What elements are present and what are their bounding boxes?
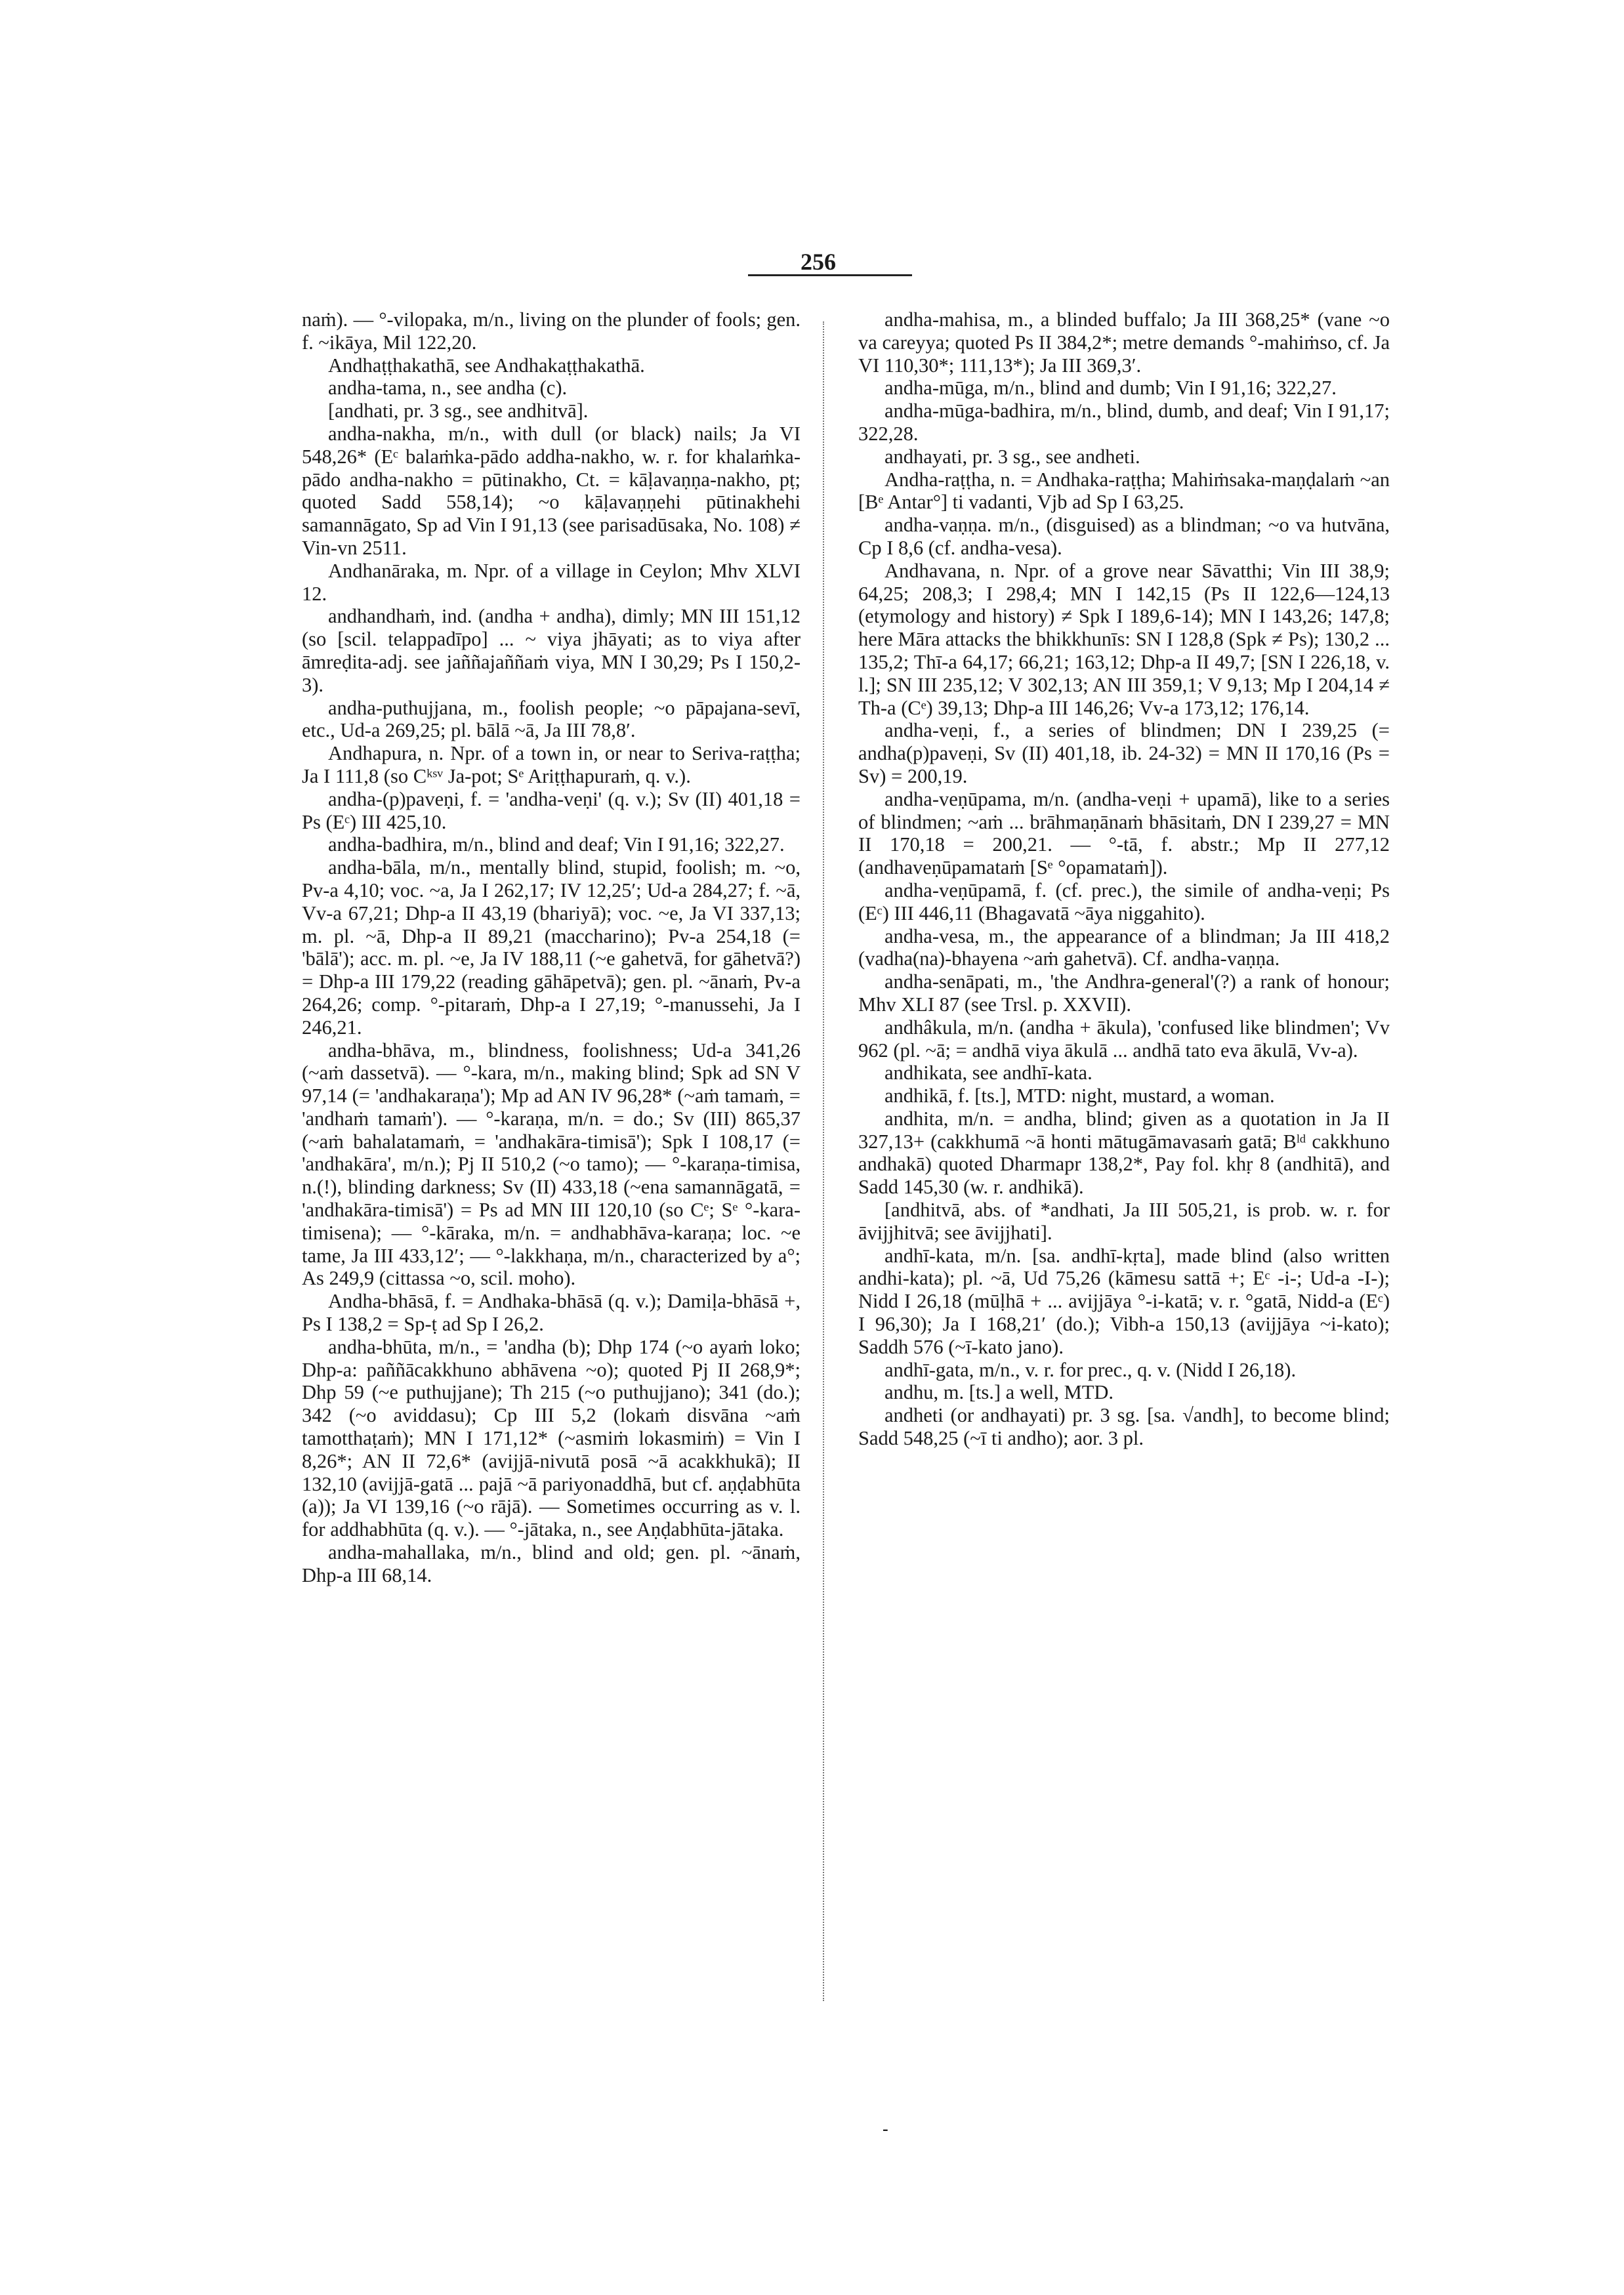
left-column [302, 308, 801, 1587]
dictionary-entry: andha-(p)paveṇi, f. = 'andha-veṇi' (q. v.); Sv (II) 401,18 = Ps (Eᶜ) III 425,10. [302, 787, 801, 833]
dictionary-entry: andha-tama, n., see andha (c). [328, 377, 568, 400]
dictionary-entry: andha-veṇūpamā, f. (cf. prec.), the simile of andha-veṇi; Ps (Eᶜ) III 446,11 (Bhagavatā ~āya niggahito). [858, 879, 1390, 924]
dictionary-entry: andha-badhira, m/n., blind and deaf; Vin I 91,16; 322,27. [328, 833, 785, 856]
dictionary-entry: andha-veṇūpama, m/n. (andha-veṇi + upamā), like to a series of blindmen; ~aṁ ... brāhmaṇānaṁ bhāsitaṁ, DN I 239,27 = MN II 170,18 = 200,21. — °-tā, f. abstr.; Mp II 277,12 (andhaveṇūpamataṁ [Sᵉ °opamataṁ]). [858, 787, 1390, 879]
dictionary-entry: andha-bhāva, m., blindness, foolishness; Ud-a 341,26 (~aṁ dassetvā). — °-kara, m/n., making blind; Spk ad SN V 97,14 (= 'andhakaraṇa'); Mp ad AN IV 96,28* (~aṁ tamaṁ, = 'andhaṁ tamaṁ'). — °-karaṇa, m/n. = do.; Sv (III) 865,37 (~aṁ bahalatamaṁ, = 'andhakāra-timisā'); Spk I 108,17 (= 'andhakāra', m/n.); Pj II 510,2 (~o tamo); — °-karaṇa-timisa, n.(!), blinding darkness; Sv (II) 433,18 (~ena samannāgatā, = 'andhakāra-timisā') = Ps ad MN III 120,10 (so Cᵉ; Sᵉ °-kara-timisena); — °-kāraka, m/n. = andhabhāva-karaṇa; loc. ~e tame, Ja III 433,12′; — °-lakkhaṇa, m/n., characterized by a°; As 249,9 (cittassa ~o, scil. moho). [302, 1039, 801, 1290]
dictionary-entry: andhī-gata, m/n., v. r. for prec., q. v. (Nidd I 26,18). [885, 1358, 1297, 1381]
dictionary-entry: andha-vaṇṇa. m/n., (disguised) as a blindman; ~o va hutvāna, Cp I 8,6 (cf. andha-vesa). [858, 514, 1390, 559]
dictionary-entry: andhī-kata, m/n. [sa. andhī-kṛta], made blind (also written andhi-kata); pl. ~ā, Ud 75,26 (kāmesu sattā +; Eᶜ -i-; Ud-a -I-); Nidd I 26,18 (mūḷhā + ... avijjāya °-i-katā; v. r. °gatā, Nidd-a (Eᶜ) I 96,30); Ja I 168,21′ (do.); Vibh-a 150,13 (avijjāya ~i-kato); Saddh 576 (~ī-kato jano). [858, 1244, 1390, 1358]
dictionary-entry: andhita, m/n. = andha, blind; given as a quotation in Ja II 327,13+ (cakkhumā ~ā honti mātugāmavasaṁ gatā; Bˡᵈ cakkhuno andhakā) quoted Dharmapr 138,2*, Pay fol. khṛ 8 (andhitā), and Sadd 145,30 (w. r. andhikā). [858, 1107, 1390, 1199]
dictionary-entry: [andhati, pr. 3 sg., see andhitvā]. [328, 400, 589, 423]
dictionary-entry: andhayati, pr. 3 sg., see andheti. [885, 445, 1140, 468]
dictionary-entry: andhikata, see andhī-kata. [885, 1062, 1093, 1085]
dictionary-entry: Andha-bhāsā, f. = Andhaka-bhāsā (q. v.); Damiḷa-bhāsā +, Ps I 138,2 = Sp-ṭ ad Sp I 26,2. [302, 1290, 801, 1336]
dictionary-entry: Andhapura, n. Npr. of a town in, or near to Seriva-raṭṭha; Ja I 111,8 (so Cᵏˢᵛ Ja-pot; Sᵉ Ariṭṭhapuraṁ, q. v.). [302, 742, 801, 787]
dictionary-entry: Andhaṭṭhakathā, see Andhakaṭṭhakathā. [328, 354, 645, 377]
header-rule [748, 274, 912, 276]
dictionary-entry: andha-bāla, m/n., mentally blind, stupid, foolish; m. ~o, Pv-a 4,10; voc. ~a, Ja I 262,17; IV 12,25′; Ud-a 284,27; f. ~ā, Vv-a 67,21; Dhp-a II 43,19 (bhariyā); voc. ~e, Ja VI 337,13; m. pl. ~ā, Dhp-a II 89,21 (maccharino); Pv-a 254,18 (= 'bālā'); acc. m. pl. ~e, Ja IV 188,11 (~e gahetvā, for gāhetvā?) = Dhp-a III 179,22 (reading gāhāpetvā); gen. pl. ~ānaṁ, Pv-a 264,26; comp. °-pitaraṁ, Dhp-a I 27,19; °-manussehi, Ja I 246,21. [302, 856, 801, 1039]
column-divider [823, 321, 824, 2001]
dictionary-entry: andhu, m. [ts.] a well, MTD. [885, 1381, 1114, 1404]
right-column [858, 308, 1390, 1450]
page-number: 256 [801, 249, 836, 275]
dictionary-entry: andha-nakha, m/n., with dull (or black) nails; Ja VI 548,26* (Eᶜ balaṁka-pādo addha-nakho, w. r. for khalaṁka-pādo andha-nakho = pūtinakho, Ct. = kāḷavaṇṇa-nakho, pṭ; quoted Sadd 558,14); ~o kāḷavaṇṇehi pūtinakhehi samannāgato, Sp ad Vin I 91,13 (see parisadūsaka, No. 108) ≠ Vin-vn 2511. [302, 422, 801, 559]
dictionary-entry: andha-mūga, m/n., blind and dumb; Vin I 91,16; 322,27. [885, 377, 1337, 400]
dictionary-entry: andhâkula, m/n. (andha + ākula), 'confused like blindmen'; Vv 962 (pl. ~ā; = andhā viya ākulā ... andhā tato eva ākulā, Vv-a). [858, 1016, 1390, 1062]
dictionary-entry: andhandhaṁ, ind. (andha + andha), dimly; MN III 151,12 (so [scil. telappadīpo] ... ~ viya jhāyati; as to viya after āmreḍita-adj. see jaññajaññaṁ viya, MN I 30,29; Ps I 150,2-3). [302, 605, 801, 696]
dictionary-entry: andha-mahisa, m., a blinded buffalo; Ja III 368,25* (vane ~o va careyya; quoted Ps II 384,2*; metre demands °-mahiṁso, cf. Ja VI 110,30*; 111,13*); Ja III 369,3′. [858, 308, 1390, 377]
dictionary-entry: andha-senāpati, m., 'the Andhra-general'(?) a rank of honour; Mhv XLI 87 (see Trsl. p. XXVII). [858, 970, 1390, 1016]
dictionary-entry: andha-bhūta, m/n., = 'andha (b); Dhp 174 (~o ayaṁ loko; Dhp-a: paññācakkhuno abhāvena ~o); quoted Pj II 268,9*; Dhp 59 (~e puthujjane); Th 215 (~o puthujjano); 341 (do.); 342 (~o aviddasu); Cp III 5,2 (lokaṁ disvāna ~aṁ tamotthaṭaṁ); MN I 171,12* (~asmiṁ lokasmiṁ) = Vin I 8,26*; AN II 72,6* (avijjā-nivutā posā ~ā acakkhukā); II 132,10 (avijjā-gatā ... pajā ~ā pariyonaddhā, but cf. aṇḍabhūta (a)); Ja VI 139,16 (~o rājā). — Sometimes occurring as v. l. for addhabhūta (q. v.). — °-jātaka, n., see Aṇḍabhūta-jātaka. [302, 1335, 801, 1541]
dictionary-entry: [andhitvā, abs. of *andhati, Ja III 505,21, is prob. w. r. for āvijjhitvā; see āvijjhati]. [858, 1199, 1390, 1244]
dictionary-entry: andheti (or andhayati) pr. 3 sg. [sa. √andh], to become blind; Sadd 548,25 (~ī ti andho); aor. 3 pl. [858, 1404, 1390, 1450]
dictionary-entry: andha-mūga-badhira, m/n., blind, dumb, and deaf; Vin I 91,17; 322,28. [858, 400, 1390, 445]
dictionary-entry: andha-veṇi, f., a series of blindmen; DN I 239,25 (= andha(p)paveṇi, Sv (II) 401,18, ib. 24-32) = MN II 170,16 (Ps = Sv) = 200,19. [858, 719, 1390, 787]
bottom-mark: - [883, 2119, 888, 2138]
dictionary-entry: naṁ). — °-vilopaka, m/n., living on the plunder of fools; gen. f. ~ikāya, Mil 122,20. [302, 308, 801, 354]
dictionary-entry: andha-mahallaka, m/n., blind and old; gen. pl. ~ānaṁ, Dhp-a III 68,14. [302, 1541, 801, 1586]
dictionary-entry: Andhanāraka, m. Npr. of a village in Ceylon; Mhv XLVI 12. [302, 559, 801, 605]
dictionary-entry: andha-vesa, m., the appearance of a blindman; Ja III 418,2 (vadha(na)-bhayena ~aṁ gahetvā). Cf. andha-vaṇṇa. [858, 924, 1390, 970]
dictionary-entry: Andhavana, n. Npr. of a grove near Sāvatthi; Vin III 38,9; 64,25; 208,3; I 298,4; MN I 142,15 (Ps II 122,6—124,13 (etymology and history) ≠ Spk I 189,6-14); MN I 143,26; 147,8; here Māra attacks the bhikkhunīs: SN I 128,8 (Spk ≠ Ps); 130,2 ... 135,2; Thī-a 64,17; 66,21; 163,12; Dhp-a II 49,7; [SN I 226,18, v. l.]; SN III 235,12; V 302,13; AN III 359,1; V 9,13; Mp I 204,14 ≠ Th-a (Cᵉ) 39,13; Dhp-a III 146,26; Vv-a 173,12; 176,14. [858, 559, 1390, 719]
dictionary-entry: andha-puthujjana, m., foolish people; ~o pāpajana-sevī, etc., Ud-a 269,25; pl. bālā ~ā, Ja III 78,8′. [302, 696, 801, 742]
dictionary-entry: Andha-raṭṭha, n. = Andhaka-raṭṭha; Mahiṁsaka-maṇḍalaṁ ~an [Bᵉ Antar°] ti vadanti, Vjb ad Sp I 63,25. [858, 468, 1390, 514]
dictionary-entry: andhikā, f. [ts.], MTD: night, mustard, a woman. [885, 1085, 1275, 1107]
